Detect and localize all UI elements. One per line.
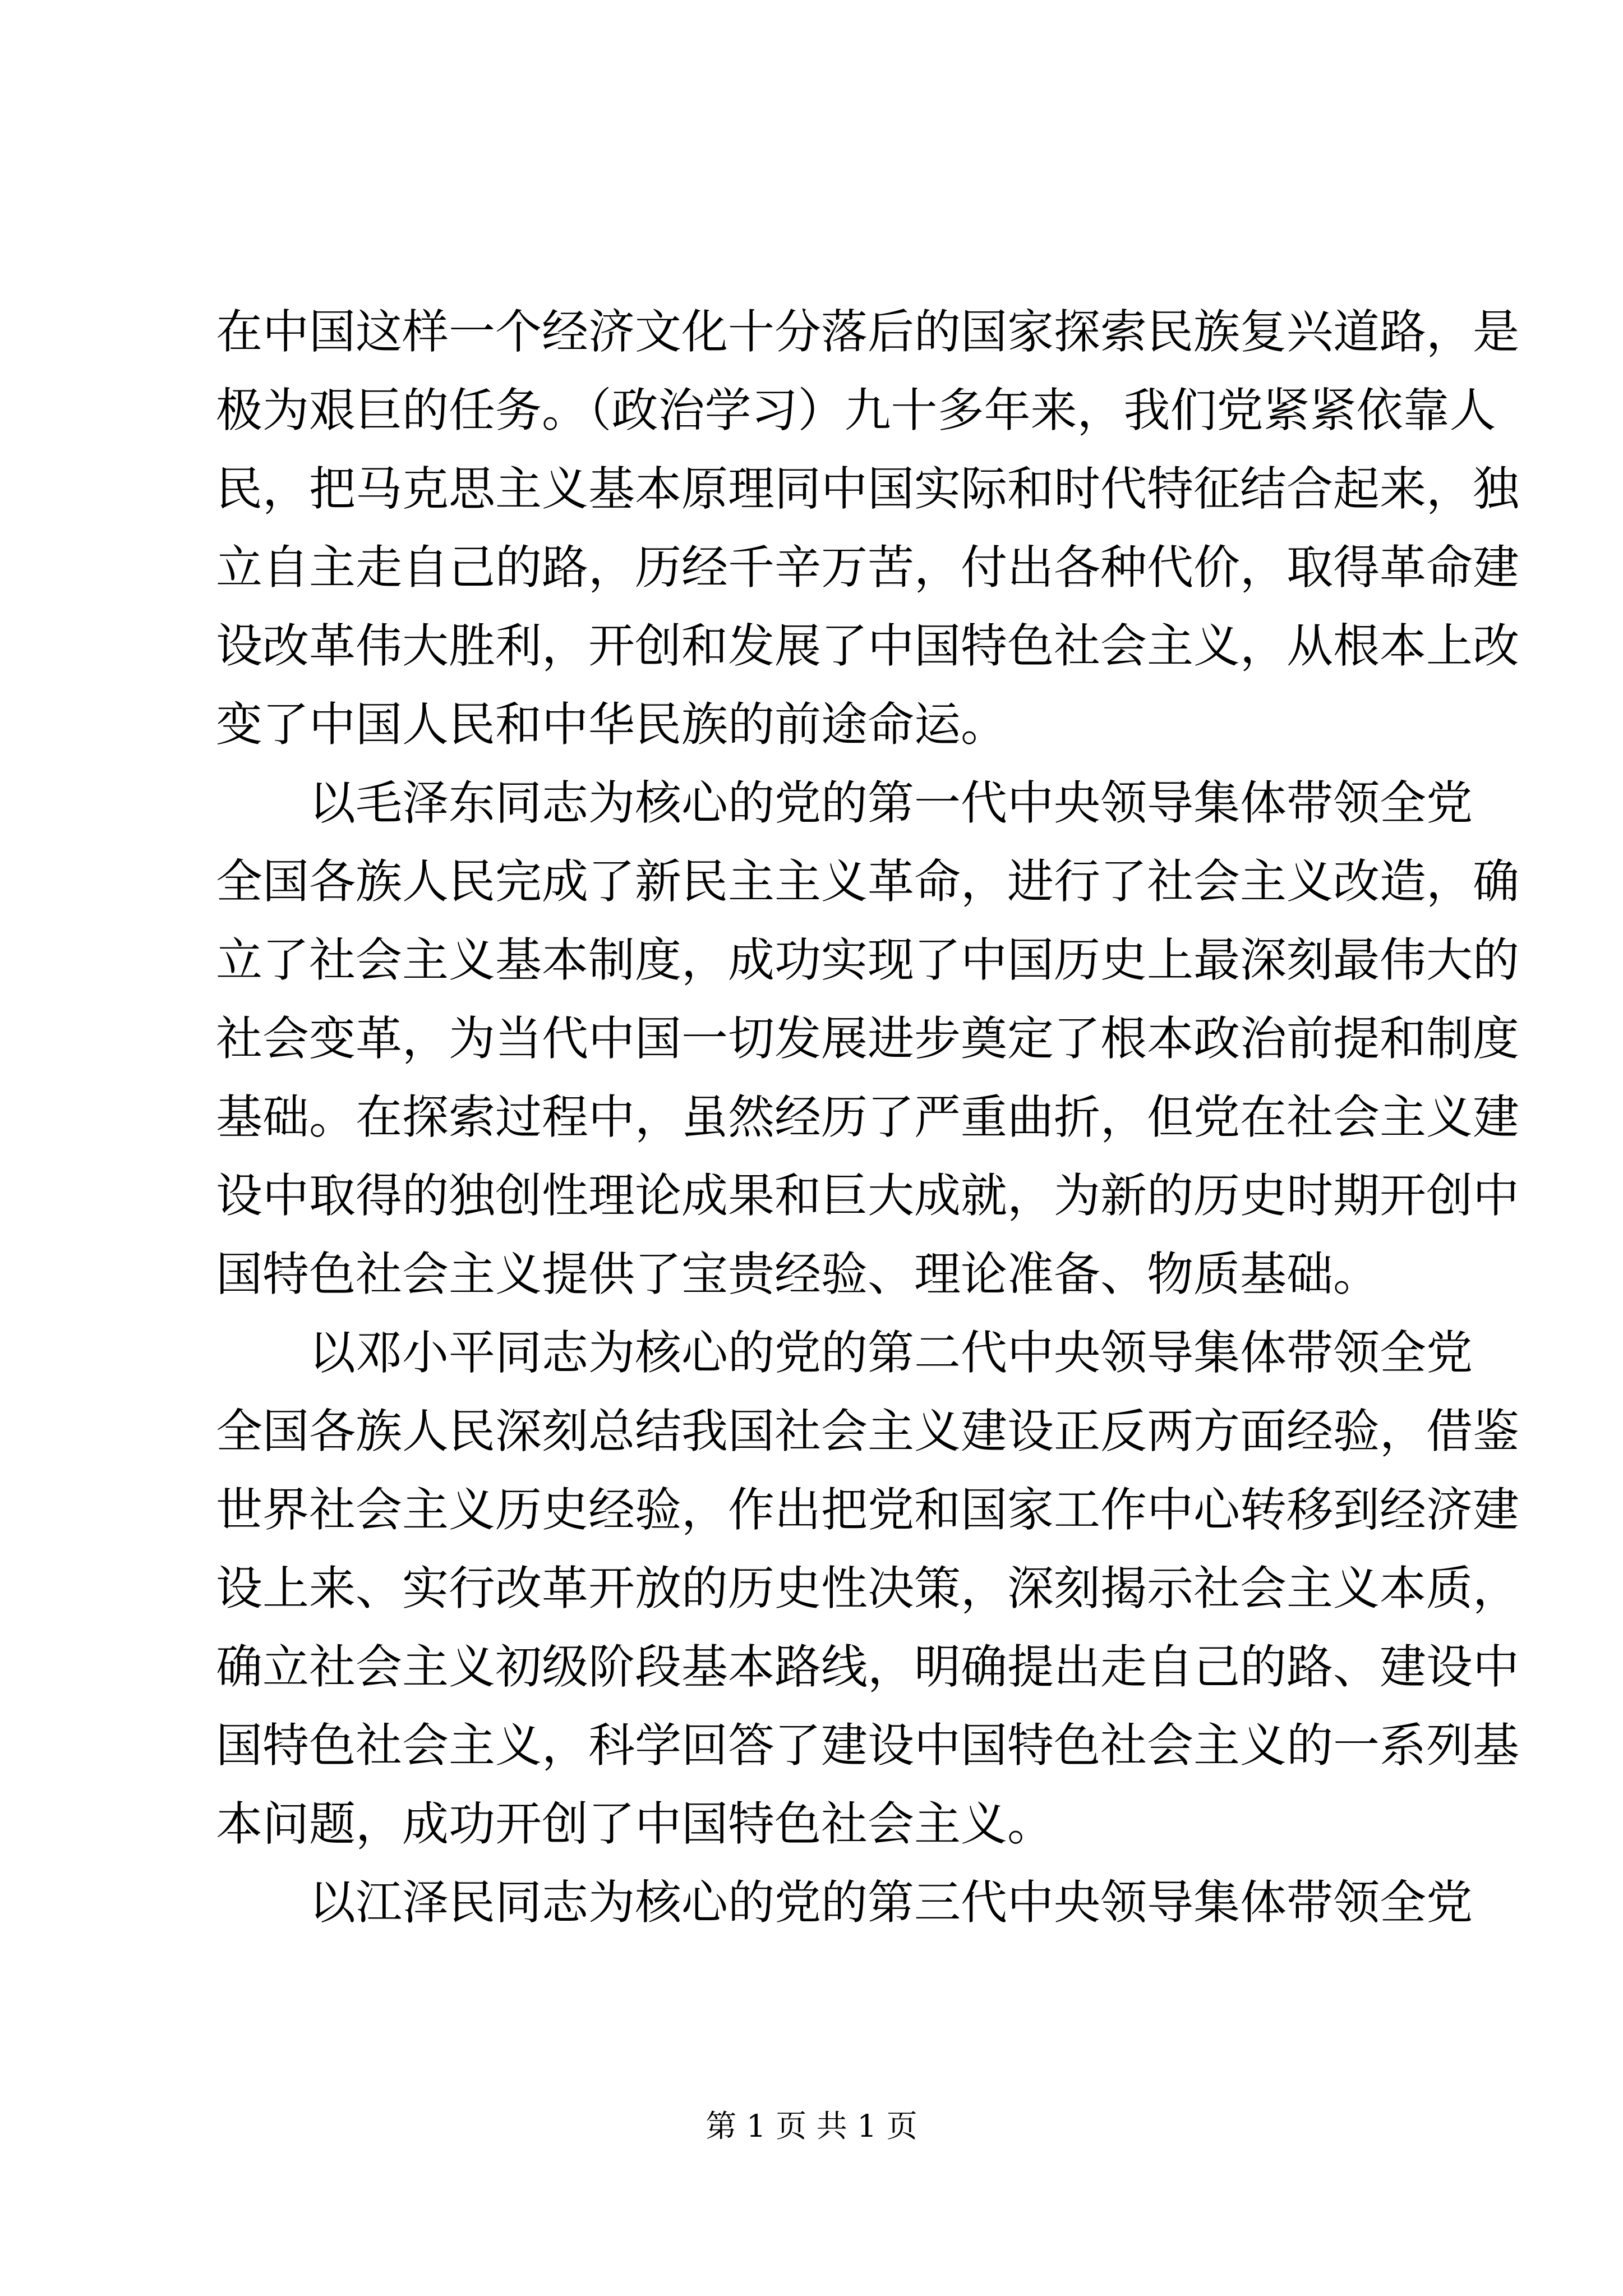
text-line: 全国各族人民完成了新民主主义革命，进行了社会主义改造，确 [216, 854, 1519, 909]
text-line: 民，把马克思主义基本原理同中国实际和时代特征结合起来，独 [216, 462, 1519, 516]
paragraph-first-line: 以江泽民同志为核心的党的第三代中央领导集体带领全党 [309, 1875, 1473, 1930]
text-line: 立自主走自己的路，历经千辛万苦，付出各种代价，取得革命建 [216, 540, 1519, 595]
paragraph-first-line: 以邓小平同志为核心的党的第二代中央领导集体带领全党 [309, 1326, 1473, 1380]
paragraph-first-line: 以毛泽东同志为核心的党的第一代中央领导集体带领全党 [309, 776, 1473, 830]
text-line: 国特色社会主义，科学回答了建设中国特色社会主义的一系列基 [216, 1718, 1519, 1773]
text-line: 变了中国人民和中华民族的前途命运。 [216, 697, 1007, 752]
text-line: 世界社会主义历史经验，作出把党和国家工作中心转移到经济建 [216, 1483, 1519, 1537]
page-number-footer: 第 1 页 共 1 页 [706, 2108, 917, 2144]
text-line: 国特色社会主义提供了宝贵经验、理论准备、物质基础。 [216, 1247, 1380, 1301]
text-line: 社会变革，为当代中国一切发展进步奠定了根本政治前提和制度 [216, 1011, 1519, 1066]
text-line: 基础。在探索过程中，虽然经历了严重曲折，但党在社会主义建 [216, 1090, 1519, 1144]
body-text [216, 293, 1519, 1942]
text-line: 极为艰巨的任务。（政治学习）九十多年来，我们党紧紧依靠人 [216, 383, 1496, 438]
text-line: 立了社会主义基本制度，成功实现了中国历史上最深刻最伟大的 [216, 933, 1519, 987]
text-line: 确立社会主义初级阶段基本路线，明确提出走自己的路、建设中 [216, 1640, 1519, 1694]
text-line: 全国各族人民深刻总结我国社会主义建设正反两方面经验，借鉴 [216, 1404, 1519, 1458]
text-line: 设上来、实行改革开放的历史性决策，深刻揭示社会主义本质， [216, 1561, 1519, 1616]
text-line: 设中取得的独创性理论成果和巨大成就，为新的历史时期开创中 [216, 1168, 1519, 1223]
text-line: 在中国这样一个经济文化十分落后的国家探索民族复兴道路，是 [216, 305, 1519, 359]
text-line: 本问题，成功开创了中国特色社会主义。 [216, 1797, 1054, 1851]
text-line: 设改革伟大胜利，开创和发展了中国特色社会主义，从根本上改 [216, 619, 1519, 673]
